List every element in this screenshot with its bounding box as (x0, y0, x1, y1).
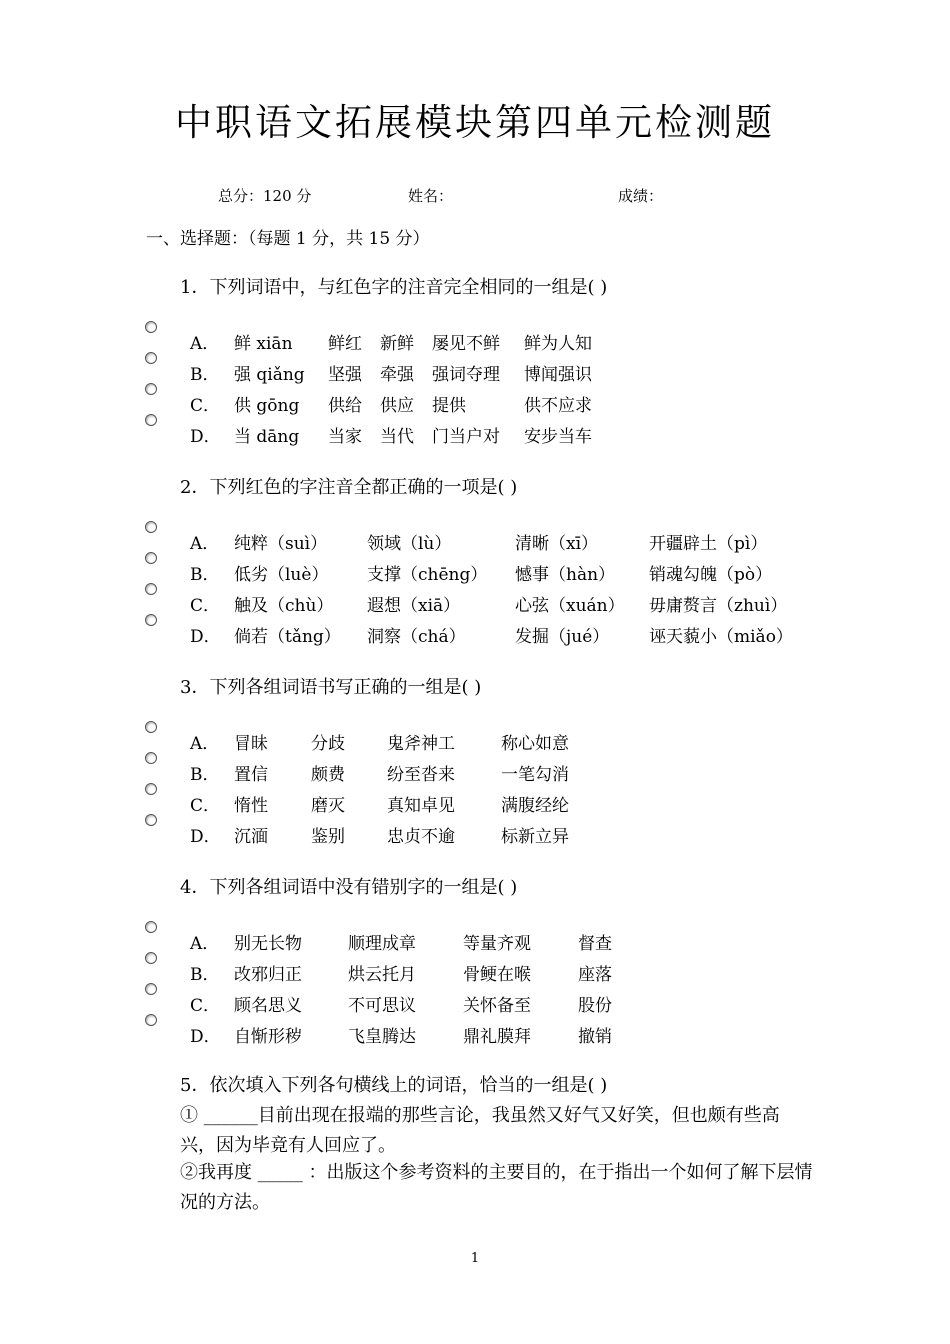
option-text: 顾名思义 (234, 996, 302, 1016)
question-4-option-b-radio[interactable] (145, 952, 157, 964)
option-text: 当代 (380, 427, 414, 447)
option-text: 惰性 (234, 796, 268, 816)
question-2-option-row (190, 529, 820, 555)
option-text: 诬天藐小（miǎo） (649, 627, 793, 647)
question-4-option-row (190, 929, 820, 955)
option-letter: C． (190, 596, 221, 616)
option-letter: B． (190, 365, 220, 385)
option-letter: D． (190, 827, 221, 847)
page-number: 1 (470, 1251, 480, 1266)
question-4-option-row (190, 1022, 820, 1048)
option-letter: D． (190, 1027, 221, 1047)
option-text: 遐想（xiā） (367, 596, 461, 616)
option-text: 改邪归正 (234, 965, 302, 985)
question-3-option-a-radio[interactable] (145, 721, 157, 733)
question-3-option-d-radio[interactable] (145, 814, 157, 826)
option-text: 飞皇腾达 (348, 1027, 416, 1047)
question-2-stem: 2．下列红色的字注音全都正确的一项是( ) (180, 477, 518, 498)
option-letter: B． (190, 965, 220, 985)
question-1-option-b-radio[interactable] (145, 352, 157, 364)
option-text: 清晰（xī） (515, 534, 599, 554)
question-1-option-row (190, 360, 820, 386)
question-5-sentence-1: ① ______目前出现在报端的那些言论，我虽然又好气又好笑，但也颇有些高兴，因为毕竟有人回应了。 (180, 1105, 780, 1156)
question-1-option-row (190, 329, 820, 355)
question-1-option-d-radio[interactable] (145, 414, 157, 426)
option-letter: D． (190, 627, 221, 647)
option-text: 忠贞不逾 (387, 827, 455, 847)
question-1-option-row (190, 422, 820, 448)
option-text: 称心如意 (501, 734, 569, 754)
question-5-stem: 5．依次填入下列各句横线上的词语，恰当的一组是( ) (180, 1075, 608, 1096)
question-2-option-b-radio[interactable] (145, 552, 157, 564)
question-4-option-a-radio[interactable] (145, 921, 157, 933)
option-text: 鲜 xiān (234, 334, 293, 354)
option-text: 标新立异 (501, 827, 569, 847)
option-text: 开疆辟土（pì） (649, 534, 768, 554)
question-3-option-row (190, 729, 820, 755)
name-label: 姓名： (408, 187, 454, 205)
option-text: 鼎礼膜拜 (463, 1027, 531, 1047)
question-4-stem: 4．下列各组词语中没有错别字的一组是( ) (180, 877, 518, 898)
option-text: 强词夺理 (432, 365, 500, 385)
option-text: 真知卓见 (387, 796, 455, 816)
option-text: 纯粹（suì） (234, 534, 328, 554)
question-2-option-row (190, 622, 820, 648)
question-1-option-row (190, 391, 820, 417)
option-text: 等量齐观 (463, 934, 531, 954)
question-2-option-d-radio[interactable] (145, 614, 157, 626)
question-3-option-row (190, 822, 820, 848)
option-text: 发掘（jué） (515, 627, 610, 647)
option-text: 新鲜 (380, 334, 414, 354)
option-text: 低劣（luè） (234, 565, 329, 585)
option-letter: C． (190, 396, 221, 416)
score-label: 成绩： (618, 187, 664, 205)
option-text: 分歧 (311, 734, 345, 754)
option-text: 门当户对 (432, 427, 500, 447)
question-2-option-a-radio[interactable] (145, 521, 157, 533)
question-5-sentence-2: ②我再度 _____ ：出版这个参考资料的主要目的，在于指出一个如何了解下层情况的方法。 (180, 1162, 813, 1213)
question-2-option-c-radio[interactable] (145, 583, 157, 595)
option-text: 鬼斧神工 (387, 734, 455, 754)
option-text: 别无长物 (234, 934, 302, 954)
question-4-option-row (190, 991, 820, 1017)
option-text: 冒昧 (234, 734, 268, 754)
option-letter: B． (190, 565, 220, 585)
option-text: 骨鲠在喉 (463, 965, 531, 985)
option-text: 销魂勾魄（pò） (649, 565, 773, 585)
option-text: 支撑（chēng） (367, 565, 488, 585)
option-text: 供 gōng (234, 396, 300, 416)
option-text: 自惭形秽 (234, 1027, 302, 1047)
question-3-option-c-radio[interactable] (145, 783, 157, 795)
question-2-option-row (190, 560, 820, 586)
option-letter: A． (190, 734, 220, 754)
question-1-option-c-radio[interactable] (145, 383, 157, 395)
option-letter: D． (190, 427, 221, 447)
question-3-option-row (190, 760, 820, 786)
option-text: 博闻强识 (524, 365, 592, 385)
option-text: 供应 (380, 396, 414, 416)
total-score-label: 总分：120 分 (218, 187, 312, 205)
option-letter: A． (190, 534, 220, 554)
option-text: 鲜为人知 (524, 334, 592, 354)
option-text: 纷至沓来 (387, 765, 455, 785)
option-letter: C． (190, 796, 221, 816)
question-4-option-c-radio[interactable] (145, 983, 157, 995)
option-text: 撤销 (578, 1027, 612, 1047)
option-text: 烘云托月 (348, 965, 416, 985)
page-title: 中职语文拓展模块第四单元检测题 (175, 101, 775, 144)
option-text: 督查 (578, 934, 612, 954)
question-2-option-row (190, 591, 820, 617)
option-text: 置信 (234, 765, 268, 785)
option-text: 不可思议 (348, 996, 416, 1016)
option-text: 鲜红 (328, 334, 362, 354)
option-text: 磨灭 (311, 796, 345, 816)
question-1-option-a-radio[interactable] (145, 321, 157, 333)
option-text: 安步当车 (524, 427, 592, 447)
question-4-option-row (190, 960, 820, 986)
option-text: 洞察（chá） (367, 627, 466, 647)
option-text: 座落 (578, 965, 612, 985)
option-text: 当家 (328, 427, 362, 447)
question-1-stem: 1．下列词语中，与红色字的注音完全相同的一组是( ) (180, 277, 608, 298)
option-text: 顺理成章 (348, 934, 416, 954)
option-letter: C． (190, 996, 221, 1016)
option-text: 沉湎 (234, 827, 268, 847)
option-text: 牵强 (380, 365, 414, 385)
question-3-option-row (190, 791, 820, 817)
option-text: 一笔勾消 (501, 765, 569, 785)
option-text: 领域（lù） (367, 534, 452, 554)
option-text: 屡见不鲜 (432, 334, 500, 354)
option-text: 关怀备至 (463, 996, 531, 1016)
option-text: 股份 (578, 996, 612, 1016)
option-text: 鉴别 (311, 827, 345, 847)
option-text: 毋庸赘言（zhuì） (649, 596, 788, 616)
option-text: 憾事（hàn） (515, 565, 616, 585)
option-text: 触及（chù） (234, 596, 334, 616)
option-text: 供不应求 (524, 396, 592, 416)
option-text: 当 dāng (234, 427, 300, 447)
option-text: 满腹经纶 (501, 796, 569, 816)
question-4-option-d-radio[interactable] (145, 1014, 157, 1026)
option-letter: A． (190, 334, 220, 354)
option-letter: A． (190, 934, 220, 954)
option-text: 颇费 (311, 765, 345, 785)
option-text: 提供 (432, 396, 466, 416)
option-text: 坚强 (328, 365, 362, 385)
option-text: 心弦（xuán） (515, 596, 625, 616)
option-text: 供给 (328, 396, 362, 416)
option-letter: B． (190, 765, 220, 785)
section-heading: 一、选择题：（每题 1 分，共 15 分） (146, 229, 430, 249)
option-text: 倘若（tǎng） (234, 627, 341, 647)
question-3-option-b-radio[interactable] (145, 752, 157, 764)
option-text: 强 qiǎng (234, 365, 305, 385)
question-3-stem: 3．下列各组词语书写正确的一组是( ) (180, 677, 482, 698)
